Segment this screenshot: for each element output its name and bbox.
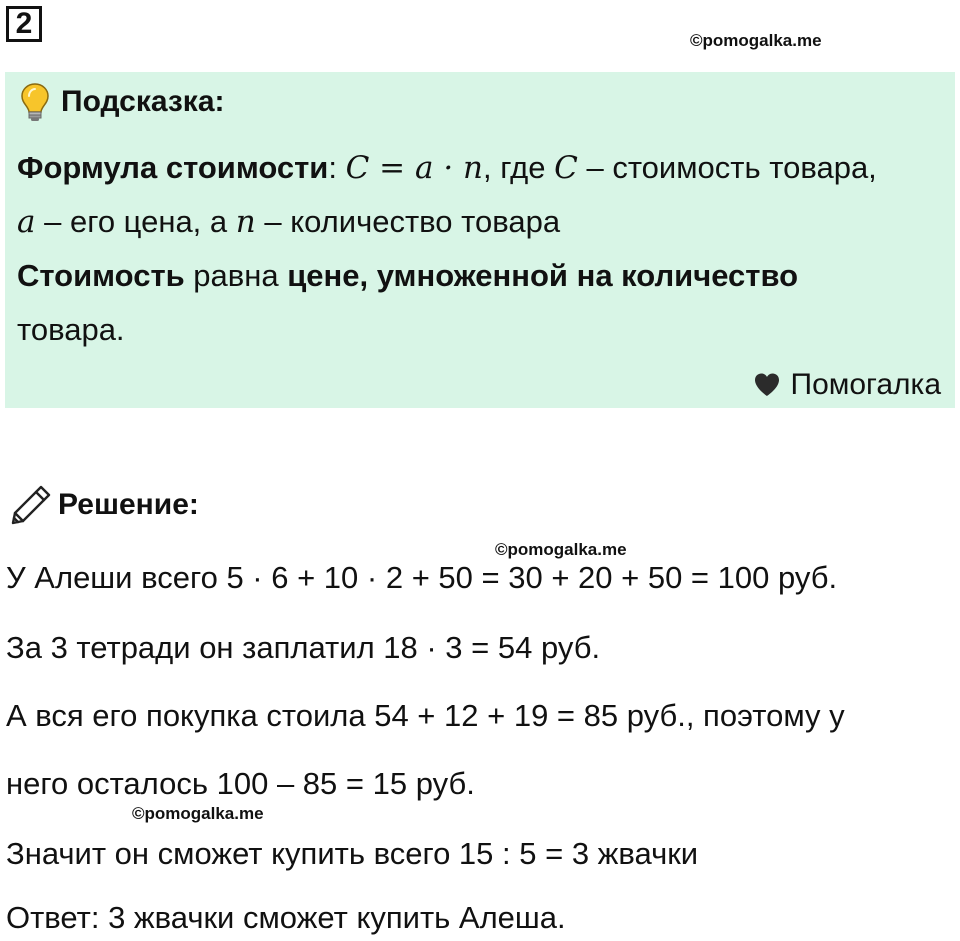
solution-line: Значит он сможет купить всего 15 : 5 = 3 жвачки bbox=[6, 836, 699, 871]
hint-var-n: n bbox=[235, 204, 256, 240]
hint-colon: : bbox=[328, 150, 346, 185]
hint-definitions-line bbox=[17, 204, 560, 240]
solution-header bbox=[8, 482, 199, 528]
solution-answer: Ответ: 3 жвачки сможет купить Алеша. bbox=[6, 900, 566, 935]
watermark: ©pomogalka.me bbox=[132, 804, 264, 823]
hint-title: Подсказка: bbox=[61, 85, 225, 118]
hint-formula-label: Формула стоимости bbox=[17, 150, 329, 185]
task-number: 2 bbox=[6, 6, 42, 42]
hint-rule-end-line: товара. bbox=[17, 312, 125, 347]
pencil-icon bbox=[8, 482, 54, 528]
heart-icon bbox=[753, 372, 781, 398]
hint-header bbox=[19, 82, 225, 122]
watermark: ©pomogalka.me bbox=[495, 540, 627, 559]
hint-rule-line bbox=[17, 258, 798, 294]
solution-line: За 3 тетради он заплатил 18 · 3 = 54 руб. bbox=[6, 630, 601, 665]
hint-rule-bold-2: цене, умноженной на количество bbox=[287, 258, 799, 293]
solution-line: У Алеши всего 5 · 6 + 10 · 2 + 50 = 30 + 20 + 50 = 100 руб. bbox=[6, 560, 838, 595]
solution-title: Решение: bbox=[58, 488, 199, 521]
hint-price-def: – его цена, а bbox=[35, 204, 236, 239]
hint-formula: C = a · n bbox=[345, 150, 484, 186]
hint-quantity-def: – количество товара bbox=[255, 204, 561, 239]
lightbulb-icon bbox=[19, 82, 51, 122]
hint-var-c: C bbox=[554, 150, 578, 186]
hint-var-a: a bbox=[17, 204, 36, 240]
hint-box bbox=[5, 72, 955, 408]
hint-rule-bold-1: Стоимость bbox=[17, 258, 185, 293]
hint-rule-text: равна bbox=[184, 258, 288, 293]
hint-footer bbox=[753, 368, 942, 402]
hint-formula-line bbox=[17, 150, 877, 186]
solution-line: него осталось 100 – 85 = 15 руб. bbox=[6, 766, 475, 801]
watermark: ©pomogalka.me bbox=[690, 31, 822, 50]
hint-cost-def: – стоимость товара, bbox=[577, 150, 877, 185]
hint-where: , где bbox=[483, 150, 555, 185]
solution-line: А вся его покупка стоила 54 + 12 + 19 = 85 руб., поэтому у bbox=[6, 698, 845, 733]
hint-footer-label: Помогалка bbox=[790, 368, 941, 401]
